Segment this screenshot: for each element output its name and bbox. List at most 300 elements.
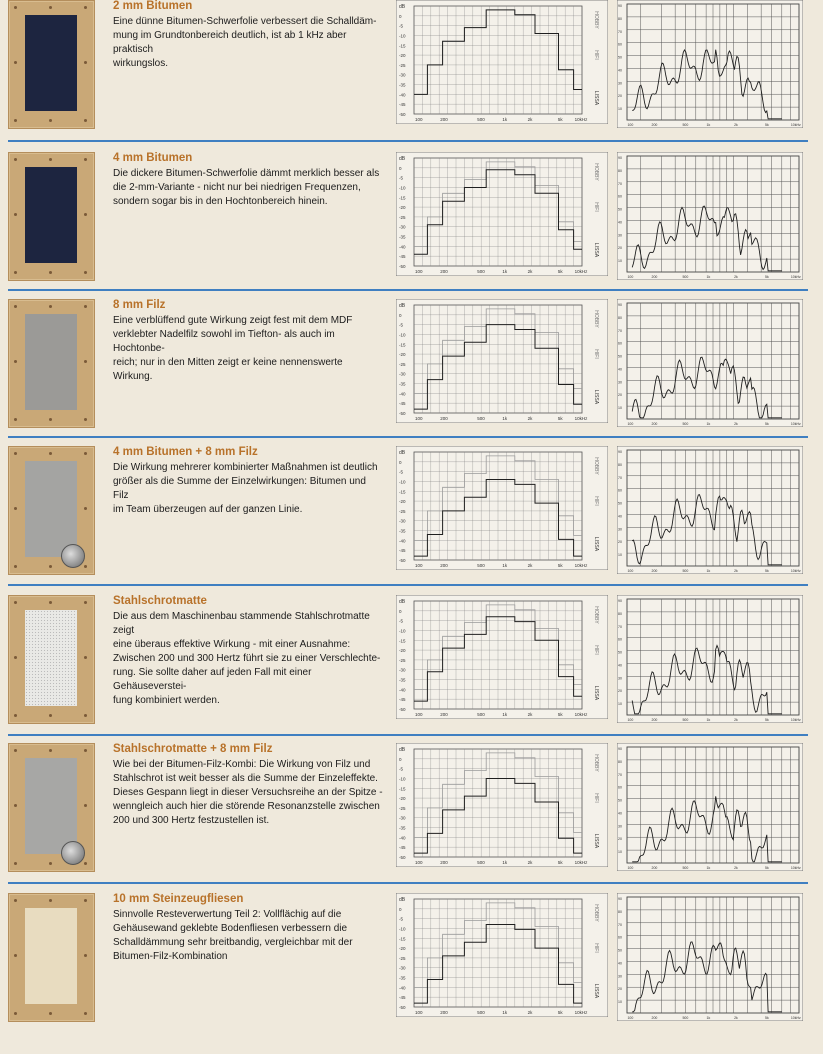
insert-material: [25, 314, 77, 410]
freq-tick-label: 2k: [734, 866, 738, 870]
db-unit-label: dB: [399, 599, 406, 605]
freq-tick-label: 1k: [706, 1016, 711, 1020]
brand-label: LISSA: [593, 536, 599, 552]
level-tick-label: 60: [618, 785, 622, 790]
level-tick-label: 20: [618, 94, 622, 99]
level-tick-label: 80: [618, 462, 622, 467]
freq-tick-label: 1k: [706, 866, 711, 870]
freq-tick-label: 1k: [706, 718, 711, 722]
screw-icon: [84, 862, 87, 865]
description-line: Gehäusewand geklebte Bodenfliesen verbessern die: [113, 923, 348, 934]
brand-label: LISSA: [593, 389, 599, 405]
level-tick-label: 10: [618, 553, 622, 558]
material-description: [113, 15, 383, 71]
db-tick-label: -25: [399, 805, 406, 811]
section-divider: [8, 436, 808, 438]
screw-icon: [49, 305, 52, 308]
db-tick-label: -20: [399, 205, 406, 211]
freq-tick-label: 2k: [734, 422, 738, 426]
db-tick-label: 0: [399, 608, 402, 614]
level-tick-label: 60: [618, 935, 622, 940]
panel-photo: [8, 446, 95, 575]
brand-label: LISSA: [593, 685, 599, 701]
description-line: Dieses Gespann liegt in dieser Versuchsreihe an der Spitze -: [113, 787, 383, 798]
freq-tick-label: 100: [415, 269, 423, 274]
panel-photo: [8, 743, 95, 872]
freq-tick-label: 100: [627, 422, 634, 426]
screw-icon: [84, 213, 87, 216]
description-line: Stahlschrot ist weit besser als die Summe der Einzeleffekte.: [113, 773, 378, 784]
db-tick-label: -30: [399, 815, 406, 821]
freq-tick-label: 100: [627, 718, 634, 722]
material-title: 8 mm Filz: [113, 299, 166, 311]
level-tick-label: 60: [618, 488, 622, 493]
level-tick-label: 60: [618, 341, 622, 346]
section-divider: [8, 584, 808, 586]
screw-icon: [14, 565, 17, 568]
material-row: [0, 595, 823, 743]
material-row: [0, 446, 823, 594]
brand-label: HOBBY: [593, 606, 599, 624]
db-tick-label: -5: [399, 23, 404, 29]
screw-icon: [14, 954, 17, 957]
db-tick-label: -20: [399, 796, 406, 802]
level-tick-label: 20: [618, 987, 622, 992]
attenuation-chart: [396, 0, 608, 124]
attenuation-chart: [396, 743, 608, 867]
spectrum-chart: [617, 299, 803, 427]
freq-tick-label: 2k: [734, 569, 738, 573]
level-tick-label: 40: [618, 220, 622, 225]
freq-tick-label: 10kHz: [574, 416, 588, 421]
screw-icon: [14, 305, 17, 308]
db-tick-label: -25: [399, 955, 406, 961]
spectrum-chart: [617, 0, 803, 128]
level-tick-label: 50: [618, 798, 622, 803]
db-tick-label: -20: [399, 946, 406, 952]
db-tick-label: -40: [399, 687, 406, 693]
freq-tick-label: 200: [440, 1010, 448, 1015]
screw-icon: [84, 452, 87, 455]
db-tick-label: 0: [399, 459, 402, 465]
brand-label: HOBBY: [593, 754, 599, 772]
screw-icon: [49, 158, 52, 161]
db-tick-label: -10: [399, 185, 406, 191]
db-tick-label: -30: [399, 518, 406, 524]
freq-tick-label: 10kHz: [790, 422, 801, 426]
level-tick-label: 50: [618, 948, 622, 953]
description-line: Eine dünne Bitumen-Schwerfolie verbessert die Schalldäm-: [113, 16, 377, 27]
freq-tick-label: 200: [440, 117, 448, 122]
db-tick-label: -35: [399, 528, 406, 534]
freq-tick-label: 100: [415, 712, 423, 717]
freq-tick-label: 200: [440, 269, 448, 274]
screw-icon: [84, 954, 87, 957]
level-tick-label: 70: [618, 922, 622, 927]
screw-icon: [49, 899, 52, 902]
db-unit-label: dB: [399, 897, 406, 903]
description-line: die 2-mm-Variante - nicht nur bei niedrigen Frequenzen,: [113, 182, 361, 193]
level-tick-label: 20: [618, 393, 622, 398]
level-tick-label: 70: [618, 181, 622, 186]
freq-tick-label: 2k: [734, 718, 738, 722]
level-tick-label: 70: [618, 29, 622, 34]
screw-icon: [49, 6, 52, 9]
freq-tick-label: 2k: [527, 563, 533, 568]
db-tick-label: -40: [399, 985, 406, 991]
description-line: sondern sogar bis in den Hochtonbereich hinein.: [113, 196, 328, 207]
level-tick-label: 20: [618, 837, 622, 842]
screw-icon: [14, 271, 17, 274]
material-row: [0, 743, 823, 891]
level-tick-label: 30: [618, 974, 622, 979]
spectrum-chart: [617, 152, 803, 280]
freq-tick-label: 5k: [557, 860, 563, 865]
screw-icon: [14, 418, 17, 421]
spectrum-chart: [617, 595, 803, 723]
level-tick-label: 20: [618, 540, 622, 545]
freq-tick-label: 200: [440, 860, 448, 865]
level-tick-label: 10: [618, 406, 622, 411]
brand-label: LISSA: [593, 833, 599, 849]
freq-tick-label: 100: [627, 1016, 634, 1020]
description-line: Zwischen 200 und 300 Hertz führt sie zu einer Verschlechte-: [113, 653, 381, 664]
level-tick-label: 80: [618, 16, 622, 21]
screw-icon: [49, 271, 52, 274]
description-line: rung. Sie sollte daher auf jeden Fall mit einer Gehäuseverstei-: [113, 667, 312, 692]
level-tick-label: 90: [618, 156, 622, 160]
description-line: Schalldämmung sehr breitbandig, vergleichbar mit der: [113, 937, 353, 948]
section-divider: [8, 140, 808, 142]
db-tick-label: -30: [399, 667, 406, 673]
db-tick-label: -40: [399, 391, 406, 397]
freq-tick-label: 1k: [706, 422, 711, 426]
db-tick-label: -25: [399, 214, 406, 220]
freq-tick-label: 200: [440, 563, 448, 568]
db-tick-label: -5: [399, 322, 404, 328]
screw-icon: [84, 418, 87, 421]
db-unit-label: dB: [399, 450, 406, 456]
freq-tick-label: 100: [627, 569, 634, 573]
db-tick-label: -15: [399, 638, 406, 644]
screw-icon: [14, 862, 17, 865]
level-tick-label: 40: [618, 663, 622, 668]
description-line: reich; nur in den Mitten zeigt er keine nennenswerte Wirkung.: [113, 357, 343, 382]
level-tick-label: 30: [618, 824, 622, 829]
description-line: Wie bei der Bitumen-Filz-Kombi: Die Wirkung von Filz und: [113, 759, 371, 770]
freq-tick-label: 100: [627, 275, 634, 279]
brand-label: HOBBY: [593, 310, 599, 328]
material-row: [0, 299, 823, 447]
attenuation-chart: [396, 152, 608, 276]
db-tick-label: -50: [399, 411, 406, 416]
db-tick-label: -35: [399, 975, 406, 981]
material-title: 4 mm Bitumen: [113, 152, 193, 164]
db-tick-label: -30: [399, 72, 406, 78]
db-tick-label: -25: [399, 361, 406, 367]
panel-photo: [8, 893, 95, 1022]
screw-icon: [84, 749, 87, 752]
level-tick-label: 40: [618, 811, 622, 816]
description-line: wenngleich auch hier die störende Resonanzstelle zwischen: [113, 801, 380, 812]
db-tick-label: -50: [399, 112, 406, 117]
db-tick-label: -50: [399, 558, 406, 563]
panel-photo: [8, 0, 95, 129]
material-title: Stahlschrotmatte: [113, 595, 207, 607]
freq-tick-label: 1k: [706, 275, 711, 279]
db-tick-label: -10: [399, 776, 406, 782]
screw-icon: [14, 6, 17, 9]
freq-tick-label: 500: [477, 860, 485, 865]
level-tick-label: 90: [618, 897, 622, 901]
description-line: wirkungslos.: [113, 58, 169, 69]
screw-icon: [14, 507, 17, 510]
db-unit-label: dB: [399, 4, 406, 10]
freq-tick-label: 100: [415, 563, 423, 568]
material-title: 10 mm Steinzeugfliesen: [113, 893, 244, 905]
db-tick-label: -25: [399, 62, 406, 68]
freq-tick-label: 200: [651, 123, 658, 127]
db-tick-label: -40: [399, 835, 406, 841]
screw-icon: [14, 601, 17, 604]
section-divider: [8, 734, 808, 736]
freq-tick-label: 1k: [502, 1010, 508, 1015]
freq-tick-label: 200: [651, 718, 658, 722]
db-tick-label: -20: [399, 648, 406, 654]
freq-tick-label: 200: [440, 416, 448, 421]
freq-tick-label: 500: [682, 422, 689, 426]
freq-tick-label: 5k: [765, 866, 769, 870]
level-tick-label: 20: [618, 246, 622, 251]
description-line: Die dickere Bitumen-Schwerfolie dämmt merklich besser als: [113, 168, 380, 179]
level-tick-label: 30: [618, 676, 622, 681]
level-tick-label: 80: [618, 759, 622, 764]
db-tick-label: -20: [399, 352, 406, 358]
freq-tick-label: 200: [651, 275, 658, 279]
level-tick-label: 30: [618, 527, 622, 532]
freq-tick-label: 2k: [734, 275, 738, 279]
level-tick-label: 30: [618, 233, 622, 238]
screw-icon: [84, 271, 87, 274]
db-tick-label: -5: [399, 916, 404, 922]
screw-icon: [84, 119, 87, 122]
level-tick-label: 70: [618, 328, 622, 333]
db-unit-label: dB: [399, 303, 406, 309]
level-tick-label: 10: [618, 850, 622, 855]
freq-tick-label: 500: [477, 1010, 485, 1015]
freq-tick-label: 5k: [765, 123, 769, 127]
level-tick-label: 60: [618, 194, 622, 199]
screw-icon: [14, 360, 17, 363]
db-tick-label: -10: [399, 926, 406, 932]
description-line: verklebter Nadelfilz sowohl im Tiefton- als auch im Hochtonbe-: [113, 329, 335, 354]
brand-label: LISSA: [593, 983, 599, 999]
freq-tick-label: 1k: [706, 569, 711, 573]
material-description: [113, 908, 383, 964]
db-tick-label: -15: [399, 489, 406, 495]
db-tick-label: 0: [399, 13, 402, 19]
description-line: Die aus dem Maschinenbau stammende Stahlschrotmatte zeigt: [113, 611, 370, 636]
freq-tick-label: 2k: [734, 1016, 738, 1020]
insert-material: [25, 15, 77, 111]
screw-icon: [14, 119, 17, 122]
screw-icon: [49, 1012, 52, 1015]
db-tick-label: -15: [399, 786, 406, 792]
db-tick-label: -5: [399, 175, 404, 181]
freq-tick-label: 200: [651, 1016, 658, 1020]
screw-icon: [14, 656, 17, 659]
screw-icon: [14, 749, 17, 752]
freq-tick-label: 5k: [557, 117, 563, 122]
freq-tick-label: 5k: [557, 416, 563, 421]
screw-icon: [14, 1012, 17, 1015]
brand-label: HOBBY: [593, 163, 599, 181]
freq-tick-label: 5k: [557, 563, 563, 568]
freq-tick-label: 500: [682, 569, 689, 573]
freq-tick-label: 10kHz: [574, 1010, 588, 1015]
level-tick-label: 90: [618, 4, 622, 8]
db-tick-label: -30: [399, 371, 406, 377]
brand-label: HOBBY: [593, 457, 599, 475]
db-tick-label: -35: [399, 234, 406, 240]
insert-material: [25, 461, 77, 557]
freq-tick-label: 10kHz: [790, 718, 801, 722]
freq-tick-label: 1k: [502, 416, 508, 421]
screw-icon: [84, 1012, 87, 1015]
freq-tick-label: 2k: [734, 123, 738, 127]
brand-label: HIFI: [593, 943, 599, 953]
level-tick-label: 30: [618, 380, 622, 385]
freq-tick-label: 10kHz: [790, 275, 801, 279]
level-tick-label: 70: [618, 772, 622, 777]
freq-tick-label: 500: [682, 718, 689, 722]
magnifier-icon: [61, 544, 85, 568]
level-tick-label: 10: [618, 107, 622, 112]
level-tick-label: 80: [618, 909, 622, 914]
db-tick-label: -5: [399, 469, 404, 475]
freq-tick-label: 1k: [502, 117, 508, 122]
freq-tick-label: 1k: [502, 269, 508, 274]
screw-icon: [14, 899, 17, 902]
freq-tick-label: 5k: [765, 422, 769, 426]
db-tick-label: -50: [399, 1005, 406, 1010]
db-tick-label: -30: [399, 965, 406, 971]
freq-tick-label: 10kHz: [790, 866, 801, 870]
spectrum-chart: [617, 893, 803, 1021]
brand-label: LISSA: [593, 242, 599, 258]
material-row: [0, 893, 823, 1041]
freq-tick-label: 5k: [765, 1016, 769, 1020]
screw-icon: [84, 565, 87, 568]
freq-tick-label: 100: [415, 1010, 423, 1015]
description-line: Sinnvolle Resteverwertung Teil 2: Vollflächig auf die: [113, 909, 342, 920]
screw-icon: [49, 862, 52, 865]
description-line: im Team überzeugen auf der ganzen Linie.: [113, 504, 303, 515]
description-line: Eine verblüffend gute Wirkung zeigt fest mit dem MDF: [113, 315, 353, 326]
db-tick-label: -35: [399, 677, 406, 683]
freq-tick-label: 2k: [527, 1010, 533, 1015]
freq-tick-label: 100: [627, 123, 634, 127]
screw-icon: [49, 418, 52, 421]
db-tick-label: -40: [399, 244, 406, 250]
screw-icon: [49, 714, 52, 717]
screw-icon: [84, 507, 87, 510]
freq-tick-label: 1k: [706, 123, 711, 127]
screw-icon: [84, 360, 87, 363]
screw-icon: [84, 899, 87, 902]
freq-tick-label: 500: [682, 1016, 689, 1020]
freq-tick-label: 2k: [527, 712, 533, 717]
db-tick-label: -25: [399, 657, 406, 663]
level-tick-label: 50: [618, 501, 622, 506]
screw-icon: [14, 213, 17, 216]
material-description: [113, 758, 383, 828]
db-tick-label: -40: [399, 538, 406, 544]
material-description: [113, 167, 383, 209]
level-tick-label: 90: [618, 599, 622, 603]
brand-label: HOBBY: [593, 904, 599, 922]
material-description: [113, 610, 383, 708]
attenuation-chart: [396, 446, 608, 570]
freq-tick-label: 100: [415, 416, 423, 421]
screw-icon: [49, 601, 52, 604]
brand-label: HIFI: [593, 50, 599, 60]
db-tick-label: 0: [399, 165, 402, 171]
db-unit-label: dB: [399, 156, 406, 162]
insert-material: [25, 758, 77, 854]
db-unit-label: dB: [399, 747, 406, 753]
level-tick-label: 80: [618, 611, 622, 616]
attenuation-chart: [396, 299, 608, 423]
insert-material: [25, 167, 77, 263]
material-row: [0, 0, 823, 148]
description-line: mung im Grundtonbereich deutlich, ist ab 1 kHz aber praktisch: [113, 30, 347, 55]
db-tick-label: 0: [399, 756, 402, 762]
freq-tick-label: 10kHz: [574, 117, 588, 122]
freq-tick-label: 10kHz: [574, 563, 588, 568]
level-tick-label: 80: [618, 315, 622, 320]
material-title: 4 mm Bitumen + 8 mm Filz: [113, 446, 258, 458]
brand-label: HIFI: [593, 645, 599, 655]
freq-tick-label: 100: [415, 117, 423, 122]
db-tick-label: -15: [399, 342, 406, 348]
level-tick-label: 10: [618, 702, 622, 707]
level-tick-label: 90: [618, 747, 622, 751]
freq-tick-label: 10kHz: [790, 123, 801, 127]
db-tick-label: -45: [399, 548, 406, 554]
level-tick-label: 40: [618, 68, 622, 73]
freq-tick-label: 10kHz: [790, 569, 801, 573]
freq-tick-label: 500: [477, 269, 485, 274]
db-tick-label: -30: [399, 224, 406, 230]
db-tick-label: -15: [399, 43, 406, 49]
freq-tick-label: 200: [440, 712, 448, 717]
db-tick-label: -35: [399, 825, 406, 831]
description-line: 200 und 300 Hertz festzustellen ist.: [113, 815, 270, 826]
material-title: 2 mm Bitumen: [113, 0, 193, 12]
freq-tick-label: 200: [651, 569, 658, 573]
brand-label: HIFI: [593, 349, 599, 359]
screw-icon: [14, 714, 17, 717]
freq-tick-label: 10kHz: [574, 712, 588, 717]
freq-tick-label: 2k: [527, 860, 533, 865]
level-tick-label: 40: [618, 961, 622, 966]
freq-tick-label: 5k: [557, 1010, 563, 1015]
screw-icon: [84, 6, 87, 9]
screw-icon: [84, 714, 87, 717]
db-tick-label: -10: [399, 332, 406, 338]
screw-icon: [49, 749, 52, 752]
